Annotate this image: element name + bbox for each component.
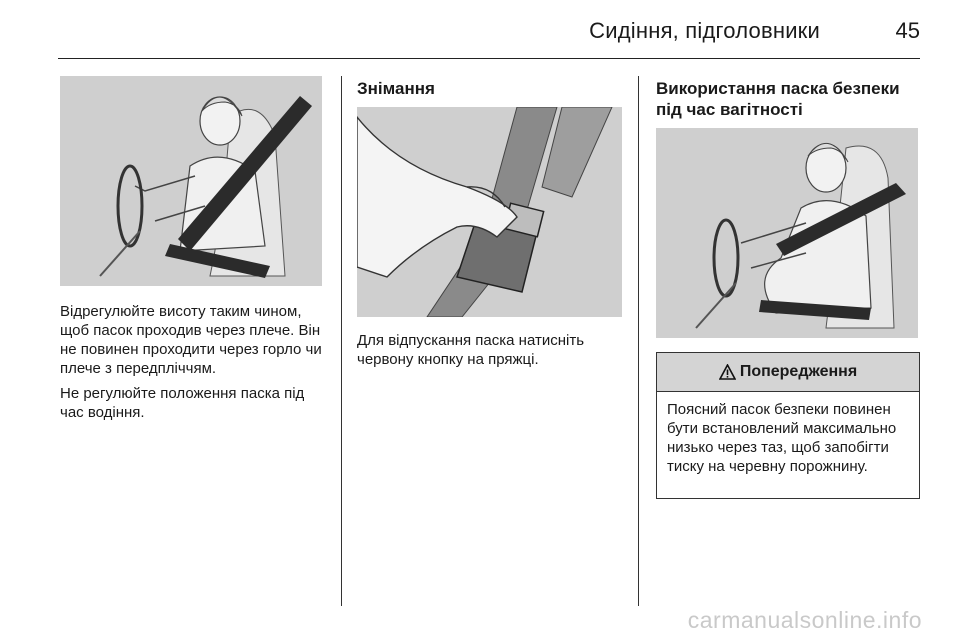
col2-heading: Знімання — [357, 79, 435, 98]
warning-header — [657, 353, 919, 392]
buckle-release-illustration — [357, 107, 622, 317]
col2-text — [357, 331, 625, 375]
driver-seatbelt-icon — [60, 76, 322, 286]
column-divider-1 — [341, 76, 342, 606]
col1-paragraph-1: Відрегулюйте висоту таким чином, щоб пасок проходив через плече. Він не повинен проходити через горло чи плече з передпліччям. — [60, 303, 322, 377]
pregnant-driver-illustration — [656, 128, 918, 338]
col1-text — [60, 302, 328, 428]
col3-heading: Використання паска безпеки під час вагітності — [656, 79, 900, 119]
warning-box — [656, 352, 920, 499]
column-divider-2 — [638, 76, 639, 606]
driver-seatbelt-illustration — [60, 76, 322, 286]
page-number: 45 — [895, 18, 920, 43]
warning-triangle-icon — [719, 364, 736, 380]
col1-paragraph-2: Не регулюйте положення паска під час водіння. — [60, 385, 305, 421]
header-rule — [58, 58, 920, 59]
pregnant-driver-icon — [656, 128, 918, 338]
warning-text: Поясний пасок безпеки повинен бути встановлений максимально низько через таз, щоб запобігти тиску на черевну порожнину. — [667, 401, 897, 475]
page-header-title: Сидіння, підголовники — [589, 18, 820, 43]
col2-paragraph-1: Для відпускання паска натисніть червону кнопку на пряжці. — [357, 332, 585, 368]
buckle-release-icon — [357, 107, 622, 317]
warning-title: Попередження — [739, 363, 858, 380]
watermark: carmanualsonline.info — [687, 607, 922, 633]
